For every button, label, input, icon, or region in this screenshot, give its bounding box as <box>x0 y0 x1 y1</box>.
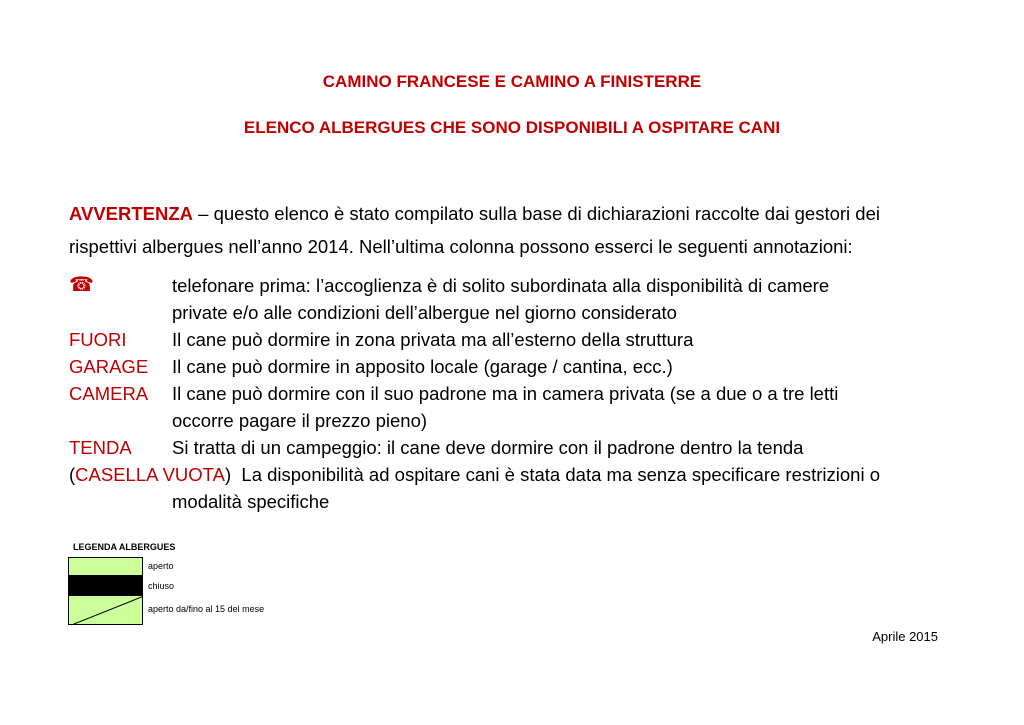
note-phone <box>69 272 949 326</box>
note-text: Si tratta di un campeggio: il cane deve dormire con il padrone dentro la tenda <box>172 437 804 458</box>
note-text: telefonare prima: l’accoglienza è di solito subordinata alla disponibilità di camere <box>172 275 830 296</box>
note-fuori <box>69 326 949 353</box>
note-text-cont: modalità specifiche <box>172 491 330 512</box>
note-key: CAMERA <box>69 383 149 404</box>
note-text: La disponibilità ad ospitare cani è stata data ma senza specificare restrizioni o <box>231 464 881 485</box>
note-camera <box>69 380 949 434</box>
note-text: Il cane può dormire in apposito locale (garage / cantina, ecc.) <box>172 356 673 377</box>
legend-swatch-half <box>68 595 143 625</box>
warning-paragraph <box>69 197 949 263</box>
note-text-cont: occorre pagare il prezzo pieno) <box>172 410 428 431</box>
note-casella-vuota <box>69 461 949 515</box>
note-key-open: ( <box>69 464 76 485</box>
note-key: GARAGE <box>69 356 149 377</box>
note-tenda <box>69 434 949 461</box>
legend-title: LEGENDA ALBERGUES <box>73 542 176 552</box>
legend-label-open: aperto <box>148 561 174 571</box>
document-date: Aprile 2015 <box>872 629 938 644</box>
note-text: Il cane può dormire in zona privata ma all’esterno della struttura <box>172 329 694 350</box>
phone-icon: ☎ <box>69 274 94 296</box>
warning-label: AVVERTENZA <box>69 203 194 224</box>
warning-line-1: – questo elenco è stato compilato sulla base di dichiarazioni raccolte dai gestori dei <box>193 203 880 224</box>
document-title: CAMINO FRANCESE E CAMINO A FINISTERRE <box>322 72 702 91</box>
note-text-cont: private e/o alle condizioni dell’albergue nel giorno considerato <box>172 302 677 323</box>
note-garage <box>69 353 949 380</box>
legend-label-half: aperto da/fino al 15 del mese <box>148 604 265 614</box>
legend-swatch-closed <box>68 576 143 595</box>
document-subtitle: ELENCO ALBERGUES CHE SONO DISPONIBILI A OSPITARE CANI <box>243 118 781 137</box>
legend-label-closed: chiuso <box>148 581 175 591</box>
legend-swatch-open <box>68 557 143 576</box>
annotations-list <box>69 272 949 515</box>
note-text: Il cane può dormire con il suo padrone ma in camera privata (se a due o a tre letti <box>172 383 839 404</box>
note-key: CASELLA VUOTA <box>75 464 225 485</box>
note-key: FUORI <box>69 329 127 350</box>
note-key-close: ) <box>224 464 232 485</box>
note-key: TENDA <box>69 437 132 458</box>
warning-line-2: rispettivi albergues nell’anno 2014. Nell’ultima colonna possono esserci le seguenti annotazioni: <box>69 236 853 257</box>
